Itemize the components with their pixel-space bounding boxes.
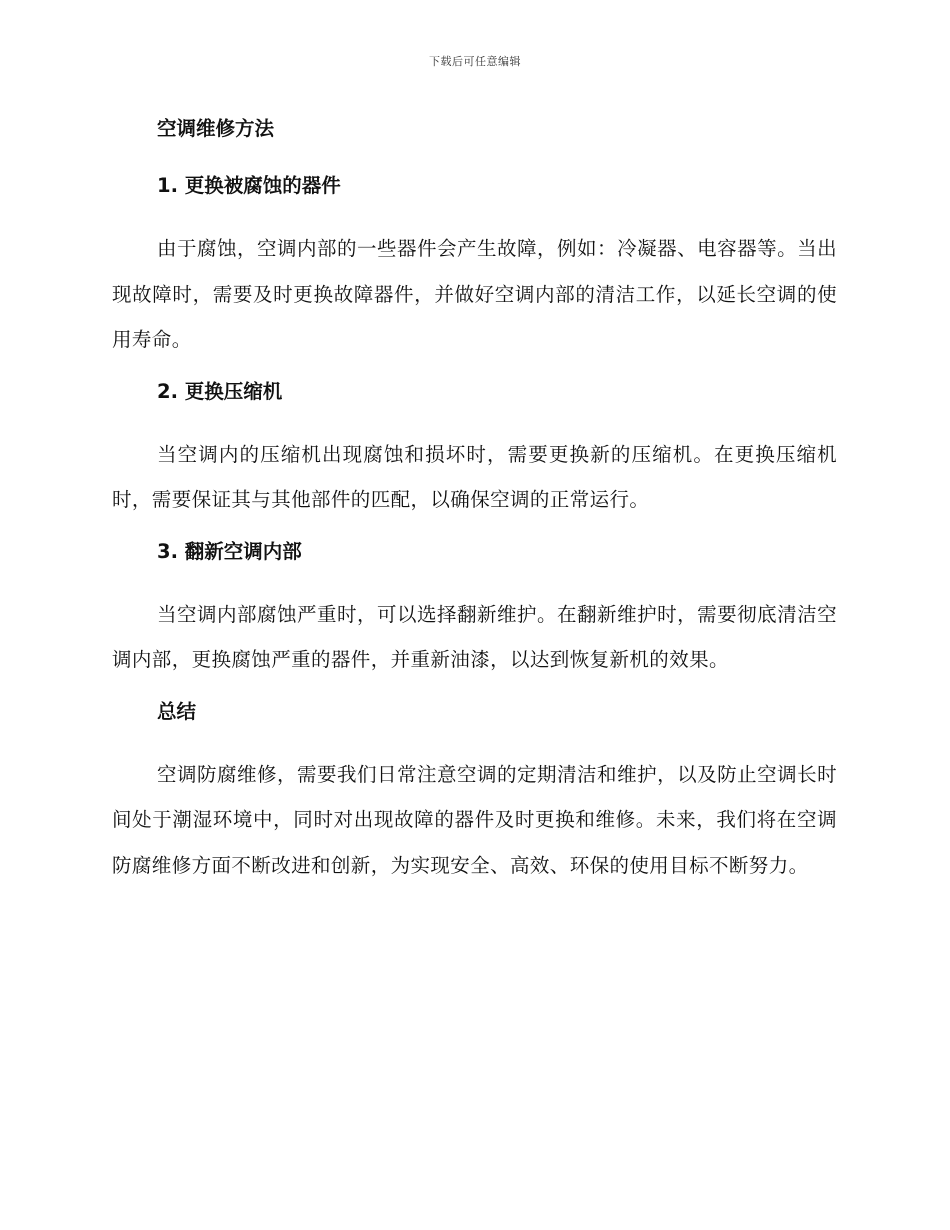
document-body	[112, 112, 837, 900]
document-title: 空调维修方法	[157, 117, 275, 140]
section-paragraph-1: 由于腐蚀，空调内部的一些器件会产生故障，例如：冷凝器、电容器等。当出现故障时，需要及时更换故障器件，并做好空调内部的清洁工作，以延长空调的使用寿命。	[112, 237, 837, 351]
section-heading-3: 3. 翻新空调内部	[157, 539, 302, 563]
summary-paragraph: 空调防腐维修，需要我们日常注意空调的定期清洁和维护，以及防止空调长时间处于潮湿环境中，同时对出现故障的器件及时更换和维修。未来，我们将在空调防腐维修方面不断改进和创新，为实现安全、高效、环保的使用目标不断努力。	[112, 762, 837, 877]
summary-heading: 总结	[157, 699, 197, 723]
section-heading-2: 2. 更换压缩机	[157, 379, 283, 403]
header-note: 下载后可任意编辑	[429, 55, 521, 68]
section-heading-1: 1. 更换被腐蚀的器件	[157, 174, 341, 197]
section-paragraph-2: 当空调内的压缩机出现腐蚀和损坏时，需要更换新的压缩机。在更换压缩机时，需要保证其与其他部件的匹配，以确保空调的正常运行。	[112, 442, 837, 511]
section-paragraph-3: 当空调内部腐蚀严重时，可以选择翻新维护。在翻新维护时，需要彻底清洁空调内部，更换腐蚀严重的器件，并重新油漆，以达到恢复新机的效果。	[112, 602, 837, 671]
